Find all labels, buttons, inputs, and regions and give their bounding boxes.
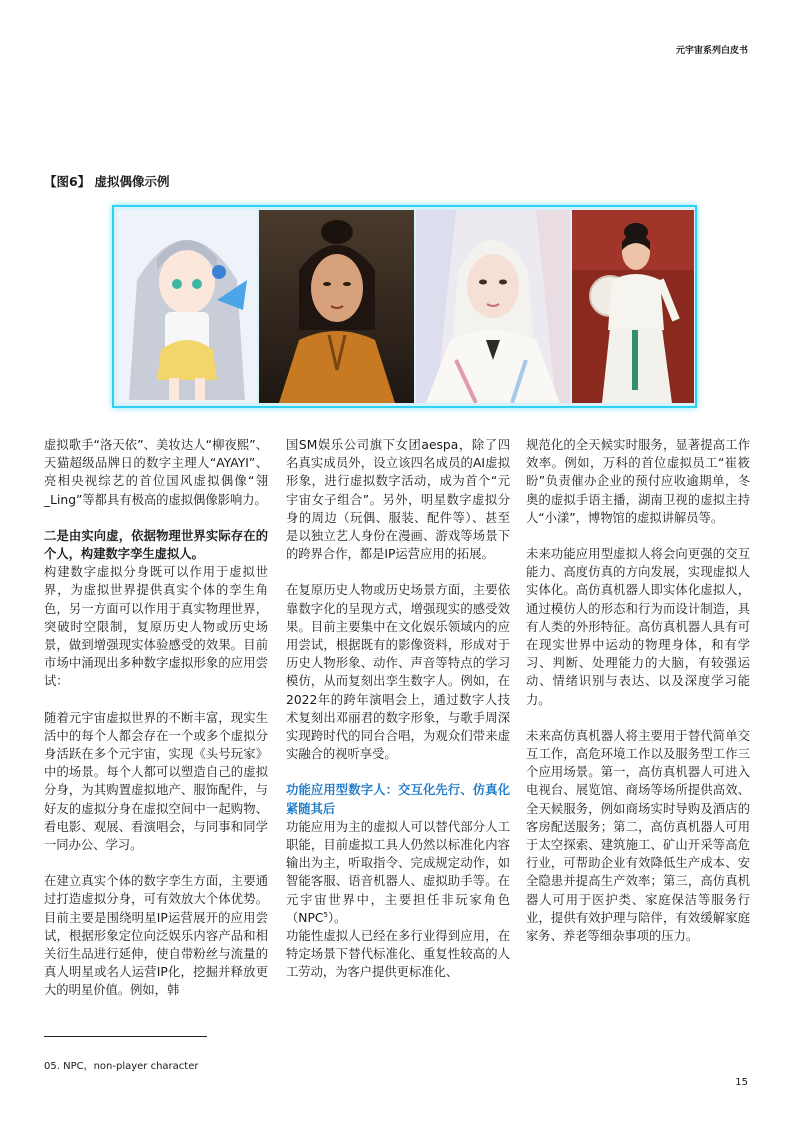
paragraph: 未来功能应用型虚拟人将会向更强的交互能力、高度仿真的方向发展，实现虚拟人实体化。高仿真机器人即实体化虚拟人，通过模仿人的形态和行为而设计制造，具有人类的外形特征。高仿真机器人具有可在现实世界中运动的物理身体，和有学习、判断、处理能力的大脑，有较强运动、情绪识别与表达、以及深度学习能力。 xyxy=(526,547,750,707)
paragraph: 功能性虚拟人已经在多行业得到应用，在特定场景下替代标准化、重复性较高的人工劳动，为客户提供更标准化、 xyxy=(286,929,510,980)
text-column-3 xyxy=(526,436,750,963)
virtual-idol-photo-strip xyxy=(112,205,697,408)
page-number: 15 xyxy=(735,1077,748,1088)
paragraph xyxy=(286,818,510,927)
figure-title: 【图6】 虚拟偶像示例 xyxy=(44,174,170,189)
footnote-divider xyxy=(44,1036,207,1037)
paragraph: 在建立真实个体的数字孪生方面，主要通过打造虚拟分身，可有效放大个体优势。目前主要是围绕明星IP运营展开的应用尝试，根据形象定位向泛娱乐内容产品和相关衍生品进行延伸，使自带粉丝与流量的真人明星或名人运营IP化，挖掘并释放更大的明星价值。例如，韩 xyxy=(44,874,268,998)
paragraph-text: 功能应用为主的虚拟人可以替代部分人工职能，目前虚拟工具人仍然以标准化内容输出为主，听取指令、完成规定动作，如智能客服、语音机器人、虚拟助手等。在元宇宙世界中，主要担任非玩家角色（NPC xyxy=(286,819,510,925)
photo-virtual-idol-ayayi xyxy=(416,210,570,403)
paragraph: 规范化的全天候实时服务，显著提高工作效率。例如，万科的首位虚拟员工“崔筱盼”负责催办企业的预付应收逾期单，冬奥的虚拟手语主播，湖南卫视的虚拟主持人“小漾”，博物馆的虚拟讲解员等。 xyxy=(526,438,750,525)
text-column-2 xyxy=(286,436,510,1000)
paragraph: 虚拟歌手“洛天依”、美妆达人“柳夜熙”、天猫超级品牌日的数字主理人“AYAYI”、亮相央视综艺的首位国风虚拟偶像“翎_Ling”等都具有极高的虚拟偶像影响力。 xyxy=(44,438,268,507)
footnote-ref[interactable]: 5 xyxy=(323,910,328,919)
photo-virtual-idol-liuyexi xyxy=(259,210,414,403)
paragraph: 构建数字虚拟分身既可以作用于虚拟世界，为虚拟世界提供真实个体的孪生角色，另一方面可以作用于真实物理世界，突破时空限制，复原历史人物或历史场景，做到增强现实体验感受的效果。目前市场中涌现出多种数字虚拟形象的应用尝试： xyxy=(44,565,268,689)
paragraph-text: ）。 xyxy=(327,910,347,925)
paragraph: 国SM娱乐公司旗下女团aespa，除了四名真实成员外，设立该四名成员的AI虚拟形象，进行虚拟数字活动，成为首个“元宇宙女子组合”。另外，明星数字虚拟分身的周边（玩偶、服装、配件等）、甚至是以独立艺人身份在漫画、游戏等场景下的跨界合作，都是IP运营应用的拓展。 xyxy=(286,438,510,562)
footnote: 05. NPC，non-player character xyxy=(44,1061,199,1072)
section-heading: 功能应用型数字人：交互化先行、仿真化紧随其后 xyxy=(286,783,510,816)
header-title: 元宇宙系列白皮书 xyxy=(675,46,748,56)
paragraph: 未来高仿真机器人将主要用于替代简单交互工作，高危环境工作以及服务型工作三个应用场景。第一，高仿真机器人可进入电视台、展览馆、商场等场所提供高效、全天候服务，例如商场实时导购及酒店的客房配送服务；第二，高仿真机器人可用于太空探索、建筑施工、矿山开采等高危行业，可帮助企业有效降低生产成本、安全隐患并提高生产效率；第三，高仿真机器人可用于医护类、家庭保洁等服务行业，提供有效护理与陪伴，有效缓解家庭家务、养老等细杂事项的压力。 xyxy=(526,728,750,944)
section-heading: 二是由实向虚，依据物理世界实际存在的个人，构建数字孪生虚拟人。 xyxy=(44,528,268,562)
paragraph: 在复原历史人物或历史场景方面，主要依靠数字化的呈现方式，增强现实的感受效果。目前主要集中在文化娱乐领域内的应用尝试，根据既有的影像资料，形成对于历史人物形象、动作、声音等特点的学习模仿，从而复刻出孪生数字人。例如，在2022年的跨年演唱会上，通过数字人技术复刻出邓丽君的数字形象，与歌手周深实现跨时代的同台合唱，为观众们带来虚实融合的视听享受。 xyxy=(286,583,510,762)
paragraph: 随着元宇宙虚拟世界的不断丰富，现实生活中的每个人都会存在一个或多个虚拟分身活跃在多个元宇宙，实现《头号玩家》中的场景。每个人都可以塑造自己的虚拟分身，为其购置虚拟地产、服饰配件，与好友的虚拟分身在虚拟空间中一起购物、看电影、观展、看演唱会，与同事和同学一同办公、学习。 xyxy=(44,710,268,853)
text-column-1 xyxy=(44,436,268,1018)
photo-virtual-idol-ling xyxy=(572,210,694,403)
photo-virtual-singer xyxy=(117,210,257,403)
